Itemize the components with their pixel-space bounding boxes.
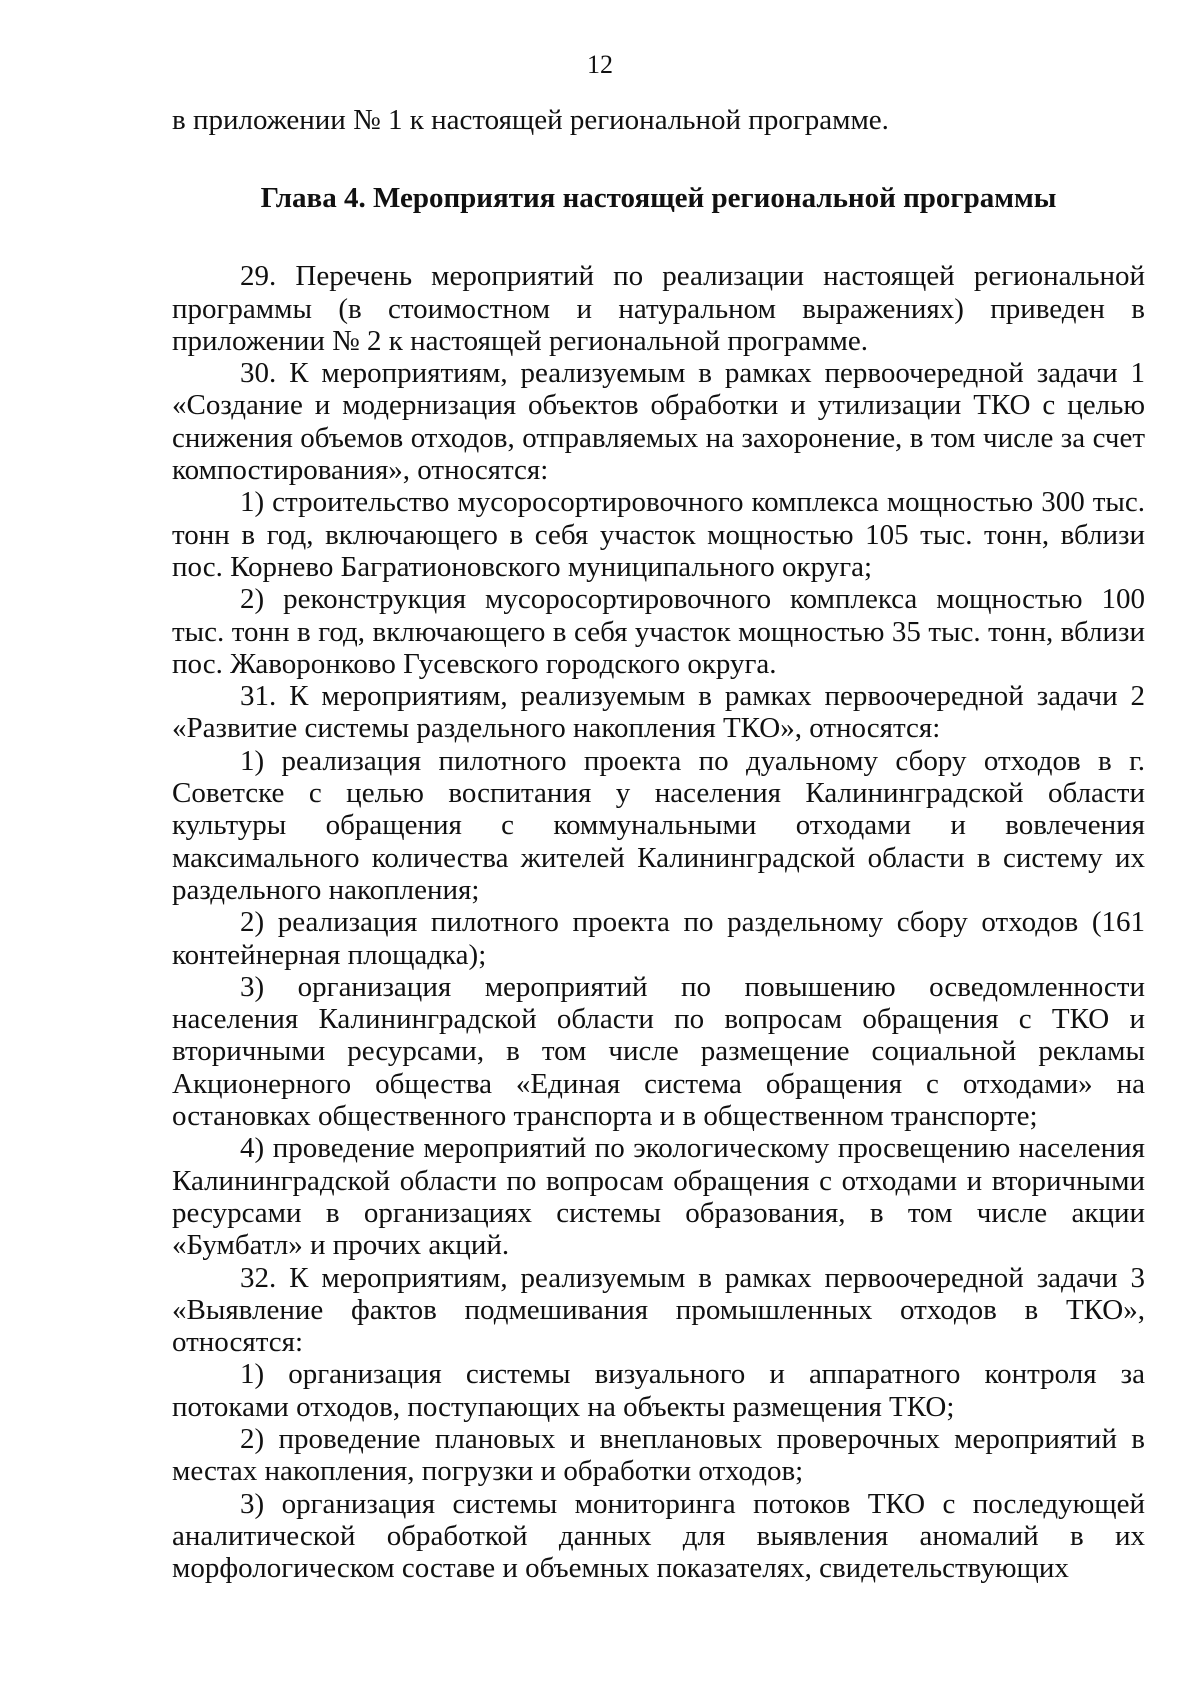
list-item-32-3: 3) организация системы мониторинга потоков ТКО с последующей аналитической обработкой данных для выявления аномалий в их морфологическом составе и объемных показателях, свидетельствующих	[172, 1487, 1145, 1585]
page-content	[172, 104, 1145, 1584]
list-item-31-2: 2) реализация пилотного проекта по раздельному сбору отходов (161 контейнерная площадка);	[172, 906, 1145, 971]
list-item-30-2: 2) реконструкция мусоросортировочного комплекса мощностью 100 тыс. тонн в год, включающего в себя участок мощностью 35 тыс. тонн, вблизи пос. Жаворонково Гусевского городского округа.	[172, 583, 1145, 680]
list-item-30-1: 1) строительство мусоросортировочного комплекса мощностью 300 тыс. тонн в год, включающего в себя участок мощностью 105 тыс. тонн, вблизи пос. Корнево Багратионовского муниципального округа;	[172, 486, 1145, 583]
list-item-31-3: 3) организация мероприятий по повышению осведомленности населения Калининградской области по вопросам обращения с ТКО и вторичными ресурсами, в том числе размещение социальной рекламы Акционерного общества «Единая система обращения с отходами» на остановках общественного транспорта и в общественном транспорте;	[172, 970, 1145, 1133]
page-number: 12	[587, 50, 613, 79]
paragraph-32: 32. К мероприятиям, реализуемым в рамках первоочередной задачи 3 «Выявление фактов подмешивания промышленных отходов в ТКО», относятся:	[172, 1261, 1145, 1359]
list-item-31-1: 1) реализация пилотного проекта по дуальному сбору отходов в г. Советске с целью воспитания у населения Калининградской области культуры обращения с коммунальными отходами и вовлечения максимального количества жителей Калининградской области в систему их раздельного накопления;	[172, 744, 1145, 906]
list-item-31-4: 4) проведение мероприятий по экологическому просвещению населения Калининградской области по вопросам обращения с отходами и вторичными ресурсами в организациях системы образования, в том числе акции «Бумбатл» и прочих акций.	[172, 1132, 1145, 1262]
paragraph-continuation: в приложении № 1 к настоящей региональной программе.	[172, 104, 889, 136]
paragraph-31: 31. К мероприятиям, реализуемым в рамках первоочередной задачи 2 «Развитие системы раздельного накопления ТКО», относятся:	[172, 680, 1145, 745]
paragraph-30: 30. К мероприятиям, реализуемым в рамках первоочередной задачи 1 «Создание и модернизация объектов обработки и утилизации ТКО с целью снижения объемов отходов, отправляемых на захоронение, в том числе за счет компостирования», относятся:	[172, 357, 1145, 487]
chapter-title: Глава 4. Мероприятия настоящей региональной программы	[260, 182, 1057, 215]
list-item-32-2: 2) проведение плановых и внеплановых проверочных мероприятий в местах накопления, погрузки и обработки отходов;	[172, 1422, 1145, 1488]
list-item-32-1: 1) организация системы визуального и аппаратного контроля за потоками отходов, поступающих на объекты размещения ТКО;	[172, 1358, 1145, 1423]
paragraph-29: 29. Перечень мероприятий по реализации настоящей региональной программы (в стоимостном и натуральном выражениях) приведен в приложении № 2 к настоящей региональной программе.	[172, 260, 1145, 357]
